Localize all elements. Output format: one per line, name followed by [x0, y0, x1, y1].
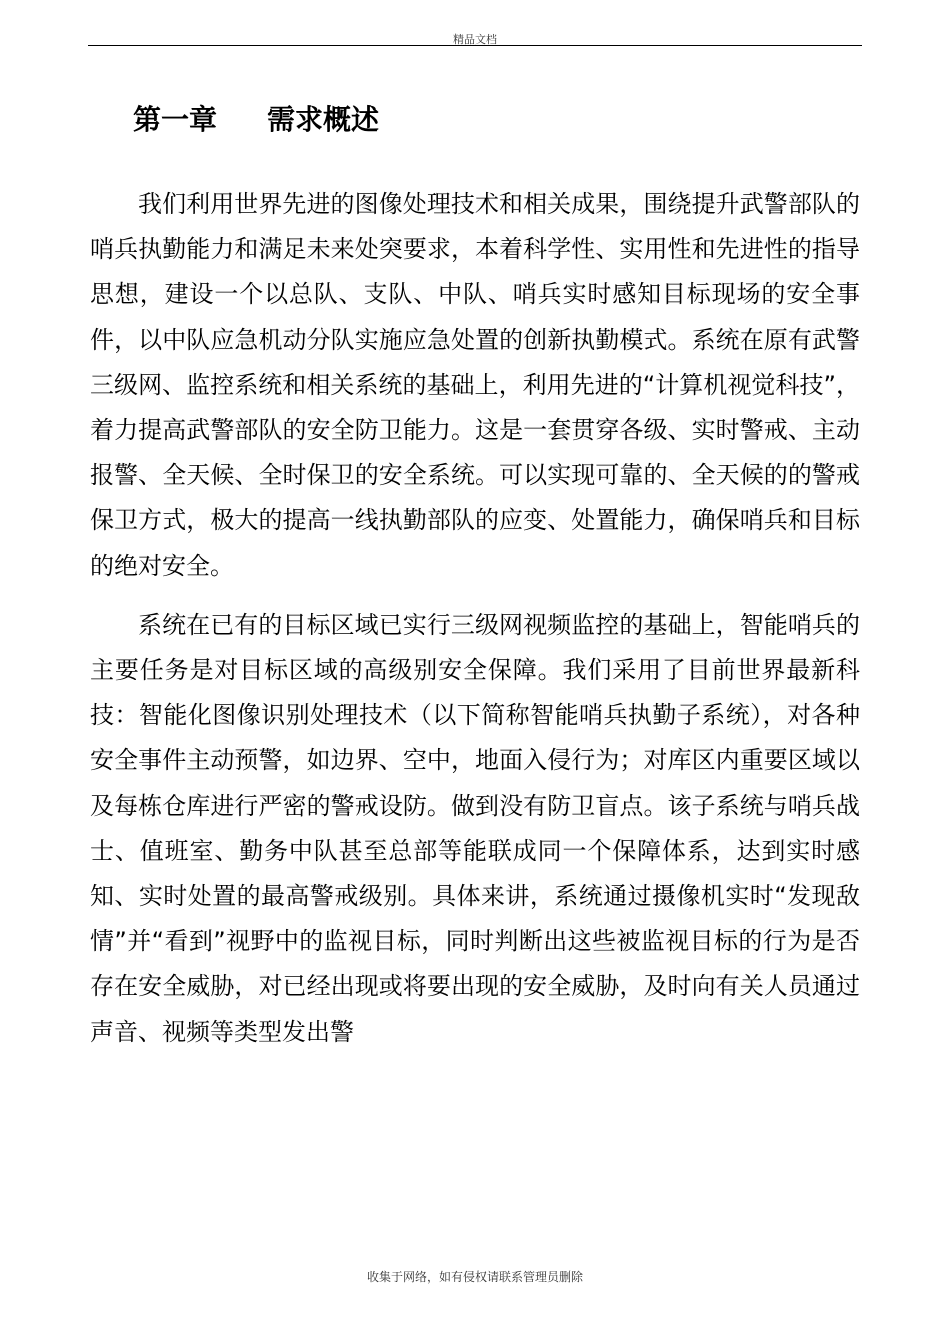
chapter-title-text: 需求概述: [267, 103, 380, 136]
body-text: [90, 182, 860, 1055]
page-header-label: 精品文档: [453, 33, 497, 46]
chapter-number: 第一章: [133, 103, 218, 136]
paragraph-1: 我们利用世界先进的图像处理技术和相关成果，围绕提升武警部队的哨兵执勤能力和满足未来处突要求，本着科学性、实用性和先进性的指导思想，建设一个以总队、支队、中队、哨兵实时感知目标现场的安全事件，以中队应急机动分队实施应急处置的创新执勤模式。系统在原有武警三级网、监控系统和相关系统的基础上，利用先进的“计算机视觉科技”，着力提高武警部队的安全防卫能力。这是一套贯穿各级、实时警戒、主动报警、全天候、全时保卫的安全系统。可以实现可靠的、全天候的的警戒保卫方式，极大的提高一线执勤部队的应变、处置能力，确保哨兵和目标的绝对安全。: [90, 190, 860, 580]
chapter-heading: [133, 100, 379, 140]
page-footer-note: 收集于网络，如有侵权请联系管理员删除: [366, 1270, 583, 1284]
header-divider: [88, 45, 862, 46]
paragraph-2: 系统在已有的目标区域已实行三级网视频监控的基础上，智能哨兵的主要任务是对目标区域的高级别安全保障。我们采用了目前世界最新科技：智能化图像识别处理技术（以下简称智能哨兵执勤子系统），对各种安全事件主动预警，如边界、空中，地面入侵行为；对库区内重要区域以及每栋仓库进行严密的警戒设防。做到没有防卫盲点。该子系统与哨兵战士、值班室、勤务中队甚至总部等能联成同一个保障体系，达到实时感知、实时处置的最高警戒级别。具体来讲，系统通过摄像机实时“发现敌情”并“看到”视野中的监视目标，同时判断出这些被监视目标的行为是否存在安全威胁，对已经出现或将要出现的安全威胁，及时向有关人员通过声音、视频等类型发出警: [90, 610, 860, 1046]
